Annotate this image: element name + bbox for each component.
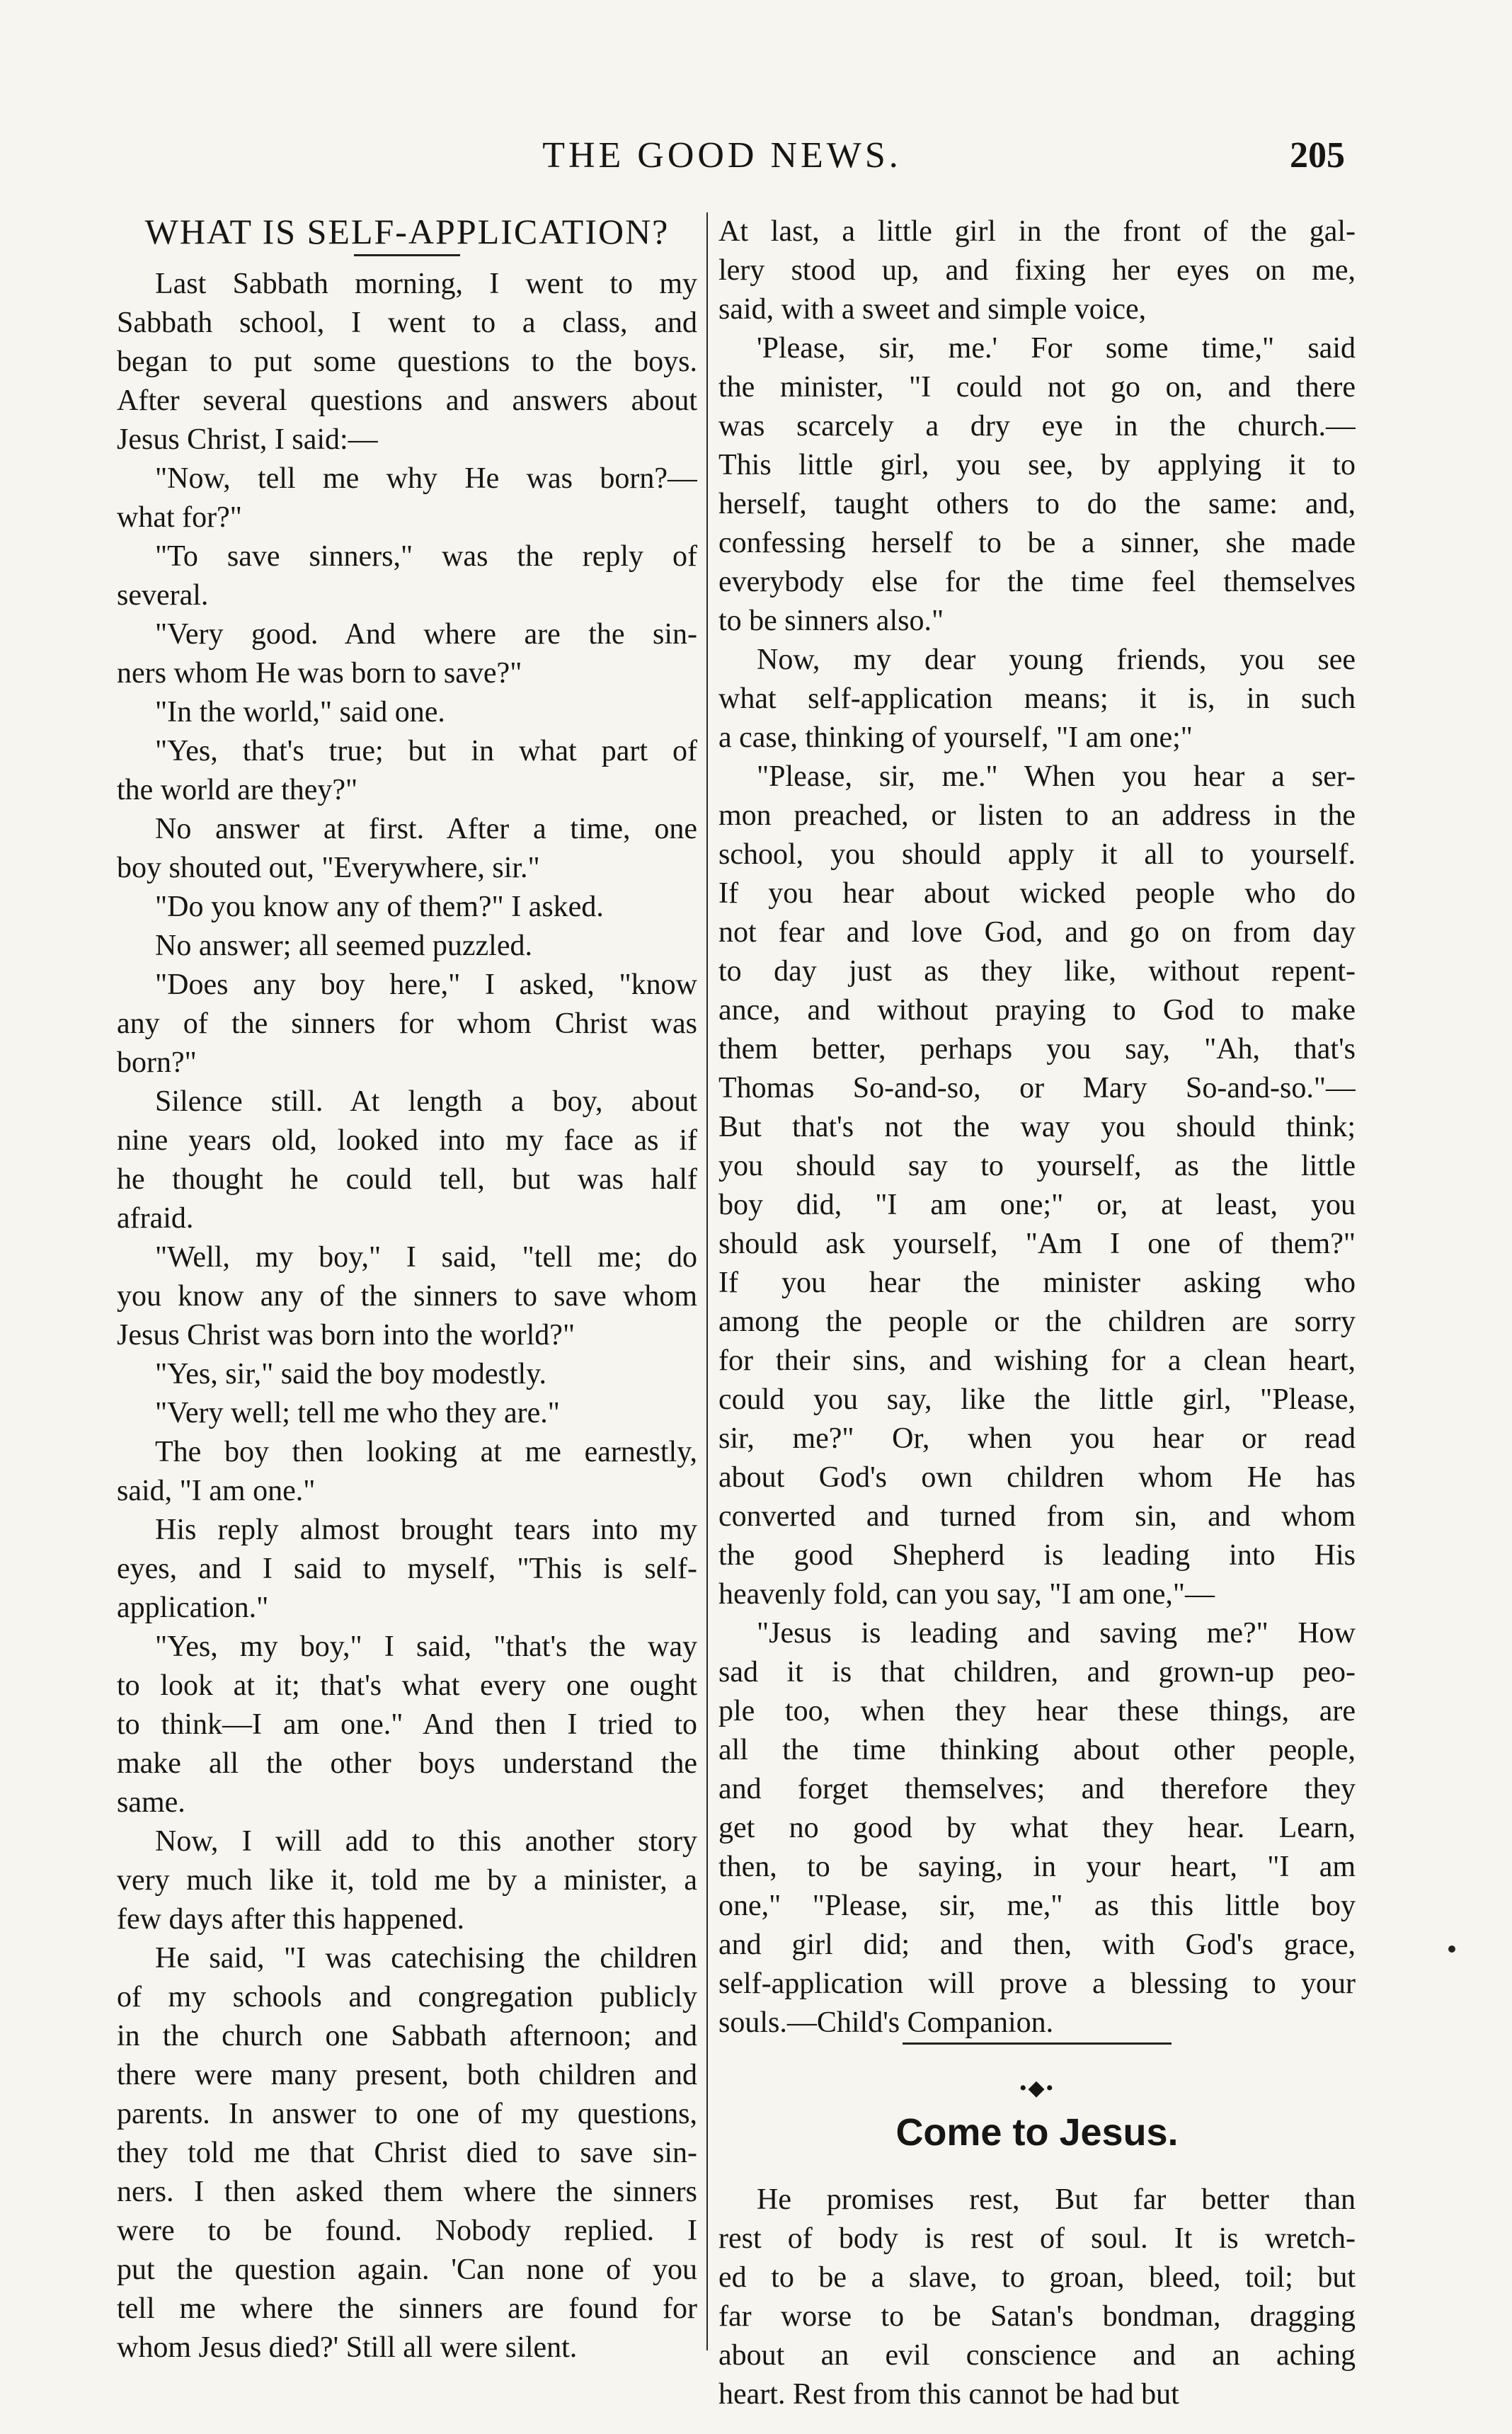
text-line: one," "Please, sir, me," as this little boy [718,1890,1356,1922]
text-line: whom Jesus died?' Still all were silent. [117,2331,578,2364]
text-line: were to be found. Nobody replied. I [117,2215,697,2247]
text-line: there were many present, both children and [117,2059,697,2091]
text-line: heavenly fold, can you say, "I am one,"— [718,1578,1215,1611]
text-line: said, "I am one." [117,1475,316,1507]
text-line: nine years old, looked into my face as if [117,1124,697,1157]
section-divider-rule [903,2042,1172,2045]
text-line: He promises rest, But far better than [757,2183,1356,2216]
text-line: ners. I then asked them where the sinners [117,2176,697,2208]
page-header [0,135,1512,198]
text-line: No answer; all seemed puzzled. [155,930,532,962]
text-line: was scarcely a dry eye in the church.— [718,410,1356,442]
second-article-text [718,2181,1356,2414]
text-line: application." [117,1592,269,1624]
text-line: he thought he could tell, but was half [117,1163,697,1196]
text-line: of my schools and congregation publicly [117,1981,697,2013]
text-line: Now, my dear young friends, you see [757,644,1356,676]
text-line: began to put some questions to the boys. [117,345,697,378]
text-line: any of the sinners for whom Christ was [117,1007,697,1040]
text-line: the good Shepherd is leading into His [718,1539,1356,1572]
text-line: "Please, sir, me." When you hear a ser- [757,760,1356,793]
text-line: you should say to yourself, as the little [718,1150,1356,1182]
running-title: THE GOOD NEWS. [542,135,902,176]
text-line: sad it is that children, and grown-up peo- [718,1656,1356,1689]
text-line: rest of body is rest of soul. It is wretch- [718,2222,1356,2255]
text-line: confessing herself to be a sinner, she made [718,527,1356,559]
article-title: WHAT IS SELF-APPLICATION? [144,212,670,251]
text-line: "Does any boy here," I asked, "know [155,969,697,1001]
text-line: ed to be a slave, to groan, bleed, toil; but [718,2261,1356,2294]
text-line: they told me that Christ died to save sin- [117,2137,697,2169]
text-line: the world are they?" [117,774,358,806]
text-line: eyes, and I said to myself, "This is self- [117,1553,697,1585]
text-line: Sabbath school, I went to a class, and [117,307,697,339]
left-column [117,212,697,2367]
text-line: "Very good. And where are the sin- [155,618,697,651]
text-line: "In the world," said one. [155,696,445,729]
text-line: But that's not the way you should think; [718,1111,1356,1143]
text-line: and girl did; and then, with God's grace, [718,1929,1356,1961]
text-line: After several questions and answers about [117,384,697,417]
text-line: about God's own children whom He has [718,1461,1356,1494]
text-line: then, to be saying, in your heart, "I am [718,1851,1356,1883]
text-line: afraid. [117,1202,194,1235]
text-line: you know any of the sinners to save whom [117,1280,697,1313]
text-line: several. [117,579,209,612]
text-line: far worse to be Satan's bondman, dragging [718,2300,1356,2333]
text-line: same. [117,1786,185,1819]
second-article-title: Come to Jesus. [895,2111,1179,2154]
text-line: Jesus Christ, I said:— [117,423,378,456]
text-line: few days after this happened. [117,1903,464,1936]
text-line: ple too, when they hear these things, are [718,1695,1356,1727]
text-line: This little girl, you see, by applying it to [718,449,1356,481]
page-number: 205 [1290,135,1345,176]
left-column-text [117,265,697,2367]
text-line: "Yes, that's true; but in what part of [155,735,697,767]
text-line: Silence still. At length a boy, about [155,1085,697,1118]
text-line: "To save sinners," was the reply of [155,540,697,573]
text-line: converted and turned from sin, and whom [718,1500,1356,1533]
text-line: "Now, tell me why He was born?— [155,462,697,495]
text-line: If you hear about wicked people who do [718,877,1356,910]
text-line: souls.—Child's Companion. [718,2006,1054,2039]
section-ornament: •◆• [1019,2076,1055,2100]
text-line: self-application will prove a blessing to your [718,1967,1356,2000]
text-line: heart. Rest from this cannot be had but [718,2378,1179,2411]
text-line: "Very well; tell me who they are." [155,1397,560,1429]
text-line: The boy then looking at me earnestly, [155,1436,697,1468]
text-line: He said, "I was catechising the children [155,1942,697,1975]
text-line: not fear and love God, and go on from day [718,916,1356,949]
text-line: "Do you know any of them?" I asked. [155,891,604,923]
text-line: parents. In answer to one of my questions, [117,2098,697,2130]
right-column-text [718,212,1356,2042]
text-line: should ask yourself, "Am I one of them?" [718,1228,1356,1260]
text-line: about an evil conscience and an aching [718,2339,1356,2372]
text-line: and forget themselves; and therefore they [718,1773,1356,1805]
text-line: boy shouted out, "Everywhere, sir." [117,852,540,884]
text-line: all the time thinking about other people, [718,1734,1356,1766]
text-line: Jesus Christ was born into the world?" [117,1319,575,1352]
text-line: ners whom He was born to save?" [117,657,522,690]
text-line: what for?" [117,501,242,534]
text-line: If you hear the minister asking who [718,1267,1356,1299]
text-line: them better, perhaps you say, "Ah, that's [718,1033,1356,1065]
margin-mark [1448,1946,1455,1953]
text-line: No answer at first. After a time, one [155,813,697,845]
text-line: to be sinners also." [718,605,944,637]
text-line: 'Please, sir, me.' For some time," said [757,332,1356,365]
text-line: boy did, "I am one;" or, at least, you [718,1189,1356,1221]
text-line: sir, me?" Or, when you hear or read [718,1422,1356,1455]
text-line: "Well, my boy," I said, "tell me; do [155,1241,697,1274]
text-line: His reply almost brought tears into my [155,1514,697,1546]
text-line: to day just as they like, without repent- [718,955,1356,988]
text-line: everybody else for the time feel themselves [718,566,1356,598]
text-line: "Yes, sir," said the boy modestly. [155,1358,546,1390]
text-line: a case, thinking of yourself, "I am one;" [718,721,1193,754]
text-line: get no good by what they hear. Learn, [718,1812,1356,1844]
text-line: put the question again. 'Can none of you [117,2253,697,2286]
text-line: to think—I am one." And then I tried to [117,1708,697,1741]
text-line: said, with a sweet and simple voice, [718,293,1147,326]
text-line: ance, and without praying to God to make [718,994,1356,1027]
text-line: Now, I will add to this another story [155,1825,697,1858]
text-line: the minister, "I could not go on, and there [718,371,1356,404]
text-line: Last Sabbath morning, I went to my [155,268,697,300]
text-line: school, you should apply it all to yourself. [718,838,1356,871]
text-line: tell me where the sinners are found for [117,2292,697,2325]
text-line: herself, taught others to do the same: and, [718,488,1356,520]
text-line: among the people or the children are sorry [718,1305,1356,1338]
text-line: mon preached, or listen to an address in the [718,799,1356,832]
text-line: what self-application means; it is, in such [718,682,1356,715]
right-column [718,212,1356,2414]
title-rule [354,254,460,256]
text-line: for their sins, and wishing for a clean heart, [718,1344,1356,1377]
text-line: Thomas So-and-so, or Mary So-and-so."— [718,1072,1356,1104]
text-line: to look at it; that's what every one ought [117,1669,697,1702]
text-line: could you say, like the little girl, "Please, [718,1383,1356,1416]
column-divider [706,212,708,2350]
text-line: born?" [117,1046,197,1079]
text-line: very much like it, told me by a minister, a [117,1864,697,1897]
text-line: At last, a little girl in the front of the gal- [718,215,1356,248]
text-line: make all the other boys understand the [117,1747,697,1780]
text-line: "Yes, my boy," I said, "that's the way [155,1630,697,1663]
text-line: in the church one Sabbath afternoon; and [117,2020,697,2052]
text-line: "Jesus is leading and saving me?" How [757,1617,1356,1650]
text-line: lery stood up, and fixing her eyes on me, [718,254,1356,287]
